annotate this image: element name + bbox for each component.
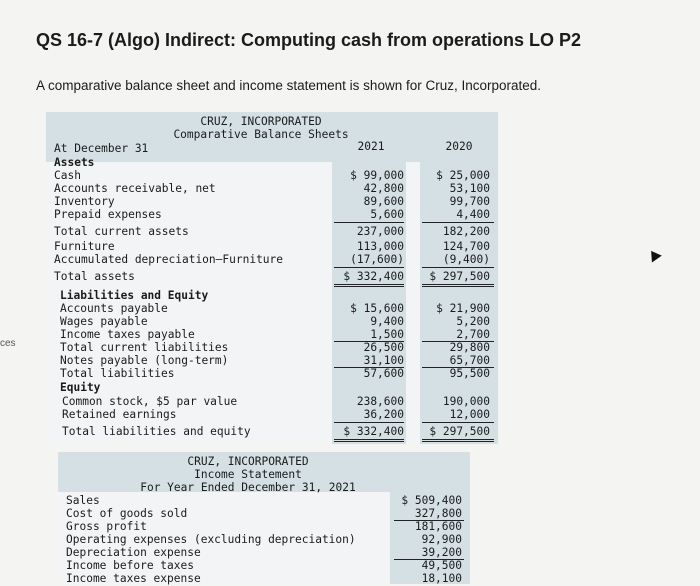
income-statement: CRUZ, INCORPORATED Income Statement For Year Ended December 31, 2021 Sales $ 509,400 Cost of goods sold 327,800 Gross profit 181,600 Operating expenses (excluding depreciation) 92,900 Depreciation expense 39,200 Income before taxes 49,500 Income taxes expense 18,100 <box>58 452 470 584</box>
is-company: CRUZ, INCORPORATED <box>187 455 309 468</box>
liabilities-heading: Liabilities and Equity <box>60 289 209 302</box>
bs-title: Comparative Balance Sheets <box>173 128 349 141</box>
sidebar-fragment: ces <box>0 338 16 349</box>
question-intro: A comparative balance sheet and income statement is shown for Cruz, Incorporated. <box>36 78 542 93</box>
assets-heading: Assets <box>54 156 95 169</box>
bs-col-2020: 2020 <box>445 140 473 153</box>
bs-col-2021: 2021 <box>357 140 385 153</box>
question-title: QS 16-7 (Algo) Indirect: Computing cash from operations LO P2 <box>36 30 582 50</box>
bs-date-label: At December 31 <box>54 142 149 155</box>
balance-sheet: CRUZ, INCORPORATED Comparative Balance Sheets At December 31 2021 2020 Assets Cash $ 99,000 $ 25,000 Accounts receivable, net 42,800 53,100 Inventory 89,600 99,700 Prepaid expenses 5,600 4,400 Total current assets 237,000 182,200 Furniture 113,000 124,700 Accumulated depreciation–Furniture (17,600) (9,400) Total assets $ 332,400 $ 297,500 Liabilities and Equity Accounts payable $ 15,600 $ 21,900 Wages payable 9,400 5,200 Income taxes payable 1,500 2,700 Total current liabilities 26,500 29,800 Notes payable (long-term) 31,100 65,700 Total liabilities 57,600 95,500 Equity Common stock, $5 par value 238,600 190,000 Retained earnings 36,200 12,000 Total liabilities and equity $ 332,400 $ 297,500 <box>46 112 498 444</box>
mouse-cursor-icon <box>646 247 662 262</box>
equity-heading: Equity <box>60 381 101 394</box>
is-title: Income Statement <box>194 468 302 481</box>
is-period: For Year Ended December 31, 2021 <box>140 481 356 494</box>
bs-company: CRUZ, INCORPORATED <box>200 115 322 128</box>
